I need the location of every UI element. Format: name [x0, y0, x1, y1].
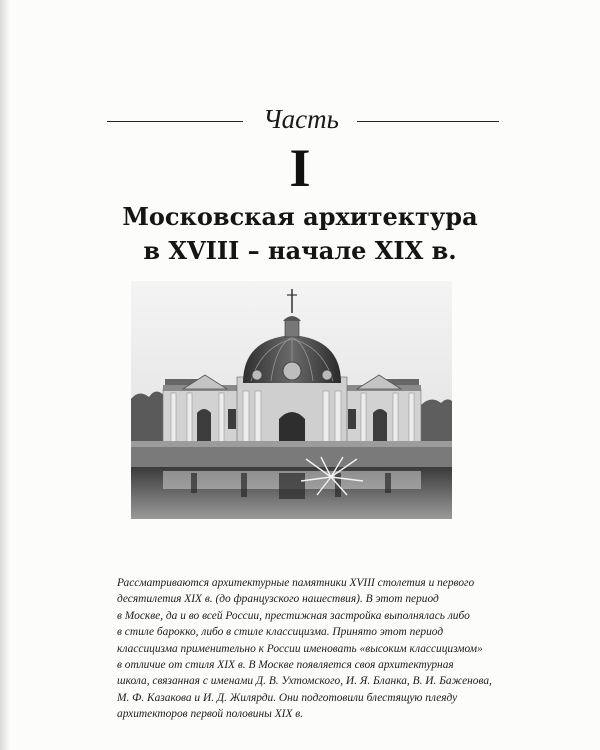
part-label: Часть	[263, 104, 339, 134]
left-rule	[107, 121, 243, 122]
page-edge-shadow	[0, 0, 10, 750]
chapter-title	[100, 200, 500, 268]
part-heading	[107, 104, 499, 134]
part-number: I	[289, 138, 311, 198]
building-photo	[131, 281, 452, 519]
right-rule	[357, 121, 499, 122]
chapter-description: Рассматриваются архитектурные памятники XVIII столетия и первого десятилетия XIX в. (до французского нашествия). В этот период в Москве, да и во всей России, престижная застройка выполнялась либо в стиле барокко, либо в стиле классицизма. Принято этот период классицизма применительно к России именовать «высоким классицизмом» в отличие от стиля XIX в. В Москве появляется своя архитектурная школа, связанная с именами Д. В. Ухтомского, И. Я. Бланка, В. И. Баженова, М. Ф. Казакова и И. Д. Жилярди. Они подготовили блестящую плеяду архитекторов первой половины XIX в.	[117, 577, 492, 721]
chapter-title-line-2: в XVIII – начале XIX в.	[143, 236, 457, 265]
chapter-title-line-1: Московская архитектура	[122, 202, 478, 231]
building-photo-icon	[131, 281, 452, 519]
